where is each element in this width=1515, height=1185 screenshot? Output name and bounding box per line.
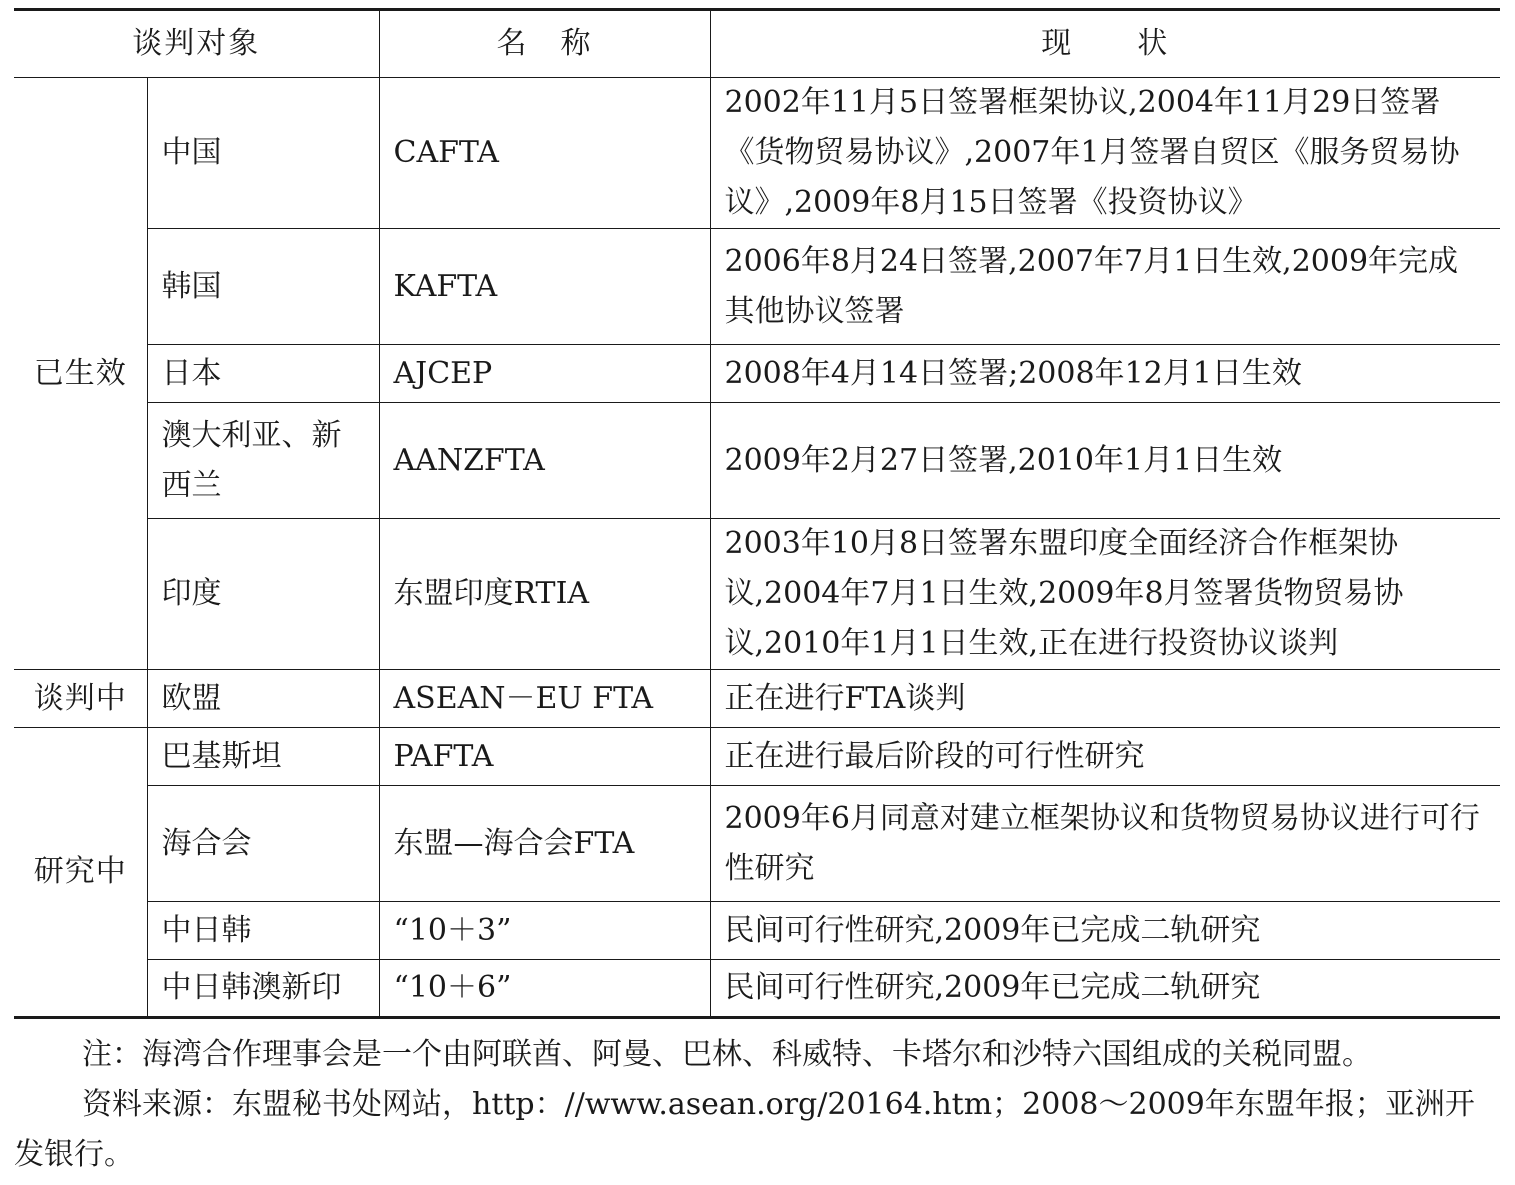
data-source-note: 资料来源：东盟秘书处网站，http：//www.asean.org/20164.htm；2008～2009年东盟年报；亚洲开发银行。	[14, 1087, 1475, 1172]
table-row	[14, 960, 1500, 1018]
row-status: 2009年2月27日签署,2010年1月1日生效	[710, 403, 1500, 519]
row-partner: 中日韩澳新印	[147, 960, 379, 1018]
row-name: “10＋3”	[379, 902, 710, 960]
header-partner: 谈判对象	[14, 10, 379, 78]
row-status: 2006年8月24日签署,2007年7月1日生效,2009年完成其他协议签署	[710, 229, 1500, 345]
table-row	[14, 728, 1500, 786]
table-header-row	[14, 10, 1500, 78]
row-partner: 澳大利亚、新西兰	[147, 403, 379, 519]
row-status: 正在进行FTA谈判	[710, 670, 1500, 728]
table-row	[14, 78, 1500, 229]
row-status: 2003年10月8日签署东盟印度全面经济合作框架协议,2004年7月1日生效,2009年8月签署货物贸易协议,2010年1月1日生效,正在进行投资协议谈判	[710, 519, 1500, 670]
fta-status-table	[14, 8, 1500, 1019]
row-partner: 日本	[147, 345, 379, 403]
row-partner: 海合会	[147, 786, 379, 902]
row-name: PAFTA	[379, 728, 710, 786]
row-name: CAFTA	[379, 78, 710, 229]
table-row	[14, 345, 1500, 403]
row-name: 东盟—海合会FTA	[379, 786, 710, 902]
row-name: KAFTA	[379, 229, 710, 345]
row-status: 2008年4月14日签署;2008年12月1日生效	[710, 345, 1500, 403]
table-row	[14, 403, 1500, 519]
table-note: 注：海湾合作理事会是一个由阿联酋、阿曼、巴林、科威特、卡塔尔和沙特六国组成的关税同盟。	[82, 1037, 1372, 1072]
table-row	[14, 229, 1500, 345]
group-research: 研究中	[14, 728, 147, 1018]
row-name: ASEAN－EU FTA	[379, 670, 710, 728]
row-status: 2009年6月同意对建立框架协议和货物贸易协议进行可行性研究	[710, 786, 1500, 902]
row-partner: 中国	[147, 78, 379, 229]
table-row	[14, 519, 1500, 670]
table-row	[14, 670, 1500, 728]
row-status: 正在进行最后阶段的可行性研究	[710, 728, 1500, 786]
row-partner: 欧盟	[147, 670, 379, 728]
table-row	[14, 786, 1500, 902]
row-partner: 印度	[147, 519, 379, 670]
table-row	[14, 902, 1500, 960]
header-status: 现 状	[710, 10, 1500, 78]
row-partner: 巴基斯坦	[147, 728, 379, 786]
row-partner: 中日韩	[147, 902, 379, 960]
row-name: AJCEP	[379, 345, 710, 403]
row-name: AANZFTA	[379, 403, 710, 519]
row-name: 东盟印度RTIA	[379, 519, 710, 670]
row-status: 民间可行性研究,2009年已完成二轨研究	[710, 960, 1500, 1018]
header-name: 名 称	[379, 10, 710, 78]
row-status: 2002年11月5日签署框架协议,2004年11月29日签署《货物贸易协议》,2007年1月签署自贸区《服务贸易协议》,2009年8月15日签署《投资协议》	[710, 78, 1500, 229]
row-partner: 韩国	[147, 229, 379, 345]
group-effective: 已生效	[14, 78, 147, 670]
row-name: “10＋6”	[379, 960, 710, 1018]
row-status: 民间可行性研究,2009年已完成二轨研究	[710, 902, 1500, 960]
group-negotiating: 谈判中	[14, 670, 147, 728]
